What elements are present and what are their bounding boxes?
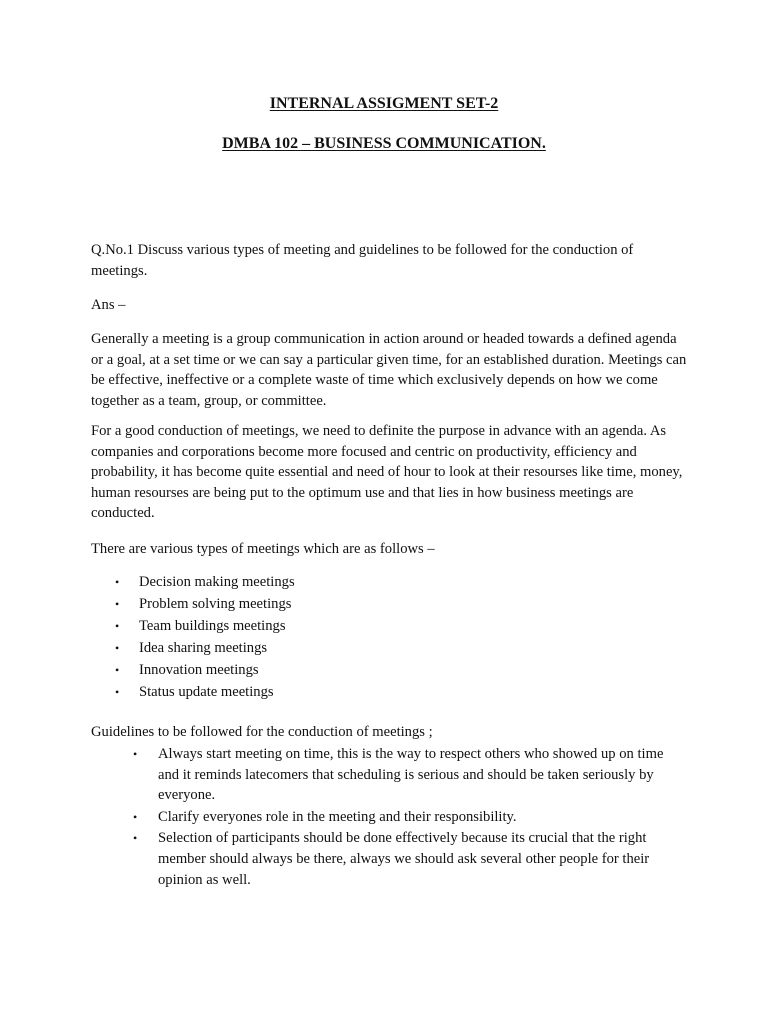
list-item: • Idea sharing meetings: [139, 637, 639, 659]
document-subtitle: DMBA 102 – BUSINESS COMMUNICATION.: [222, 135, 546, 152]
question-text: Q.No.1 Discuss various types of meeting and guidelines to be followed for the conduction of meetings.: [91, 242, 634, 279]
list-item: • Clarify everyones role in the meeting and their responsibility.: [158, 807, 688, 828]
list-item: • Status update meetings: [139, 681, 639, 703]
list-item: • Team buildings meetings: [139, 615, 639, 637]
bullet-icon: •: [115, 575, 120, 589]
guidelines-list: [133, 744, 688, 891]
bullet-icon: •: [133, 809, 138, 824]
meeting-types-list: [115, 571, 639, 703]
list-item: • Selection of participants should be done effectively because its crucial that the right member should always be there, always we should ask several other people for their opinion as well.: [133, 830, 650, 888]
paragraph-2: For a good conduction of meetings, we need to definite the purpose in advance with an agenda. As companies and corporations become more focused and centric on productivity, efficiency and probability, it has become quite essential and need of hour to look at their resourses like time, money, human resourses are being put to the optimum use and that lies in how business meetings are conducted.: [91, 423, 683, 522]
paragraph-1: Generally a meeting is a group communication in action around or headed towards a defined agenda or a goal, at a set time or we can say a particular given time, for an established duration. Meetings can be effective, ineffective or a complete waste of time which exclusively depends on how we come together as a team, group, or committee.: [91, 331, 687, 409]
bullet-icon: •: [133, 831, 138, 846]
bullet-icon: •: [133, 747, 138, 761]
list-item: • Innovation meetings: [139, 659, 639, 681]
document-title: INTERNAL ASSIGMENT SET-2: [269, 95, 499, 112]
bullet-icon: •: [115, 663, 120, 677]
types-intro: There are various types of meetings which are as follows –: [91, 541, 435, 557]
list-item: • Decision making meetings: [139, 571, 639, 593]
list-item: • Problem solving meetings: [139, 593, 639, 615]
bullet-icon: •: [115, 619, 120, 633]
bullet-icon: •: [115, 597, 120, 611]
bullet-icon: •: [115, 641, 120, 655]
guidelines-intro: Guidelines to be followed for the conduction of meetings ;: [91, 724, 433, 740]
list-item: • Always start meeting on time, this is the way to respect others who showed up on time and it reminds latecomers that scheduling is serious and should be taken seriously by everyone.: [133, 746, 664, 804]
answer-label: Ans –: [91, 297, 126, 313]
bullet-icon: •: [115, 685, 120, 699]
